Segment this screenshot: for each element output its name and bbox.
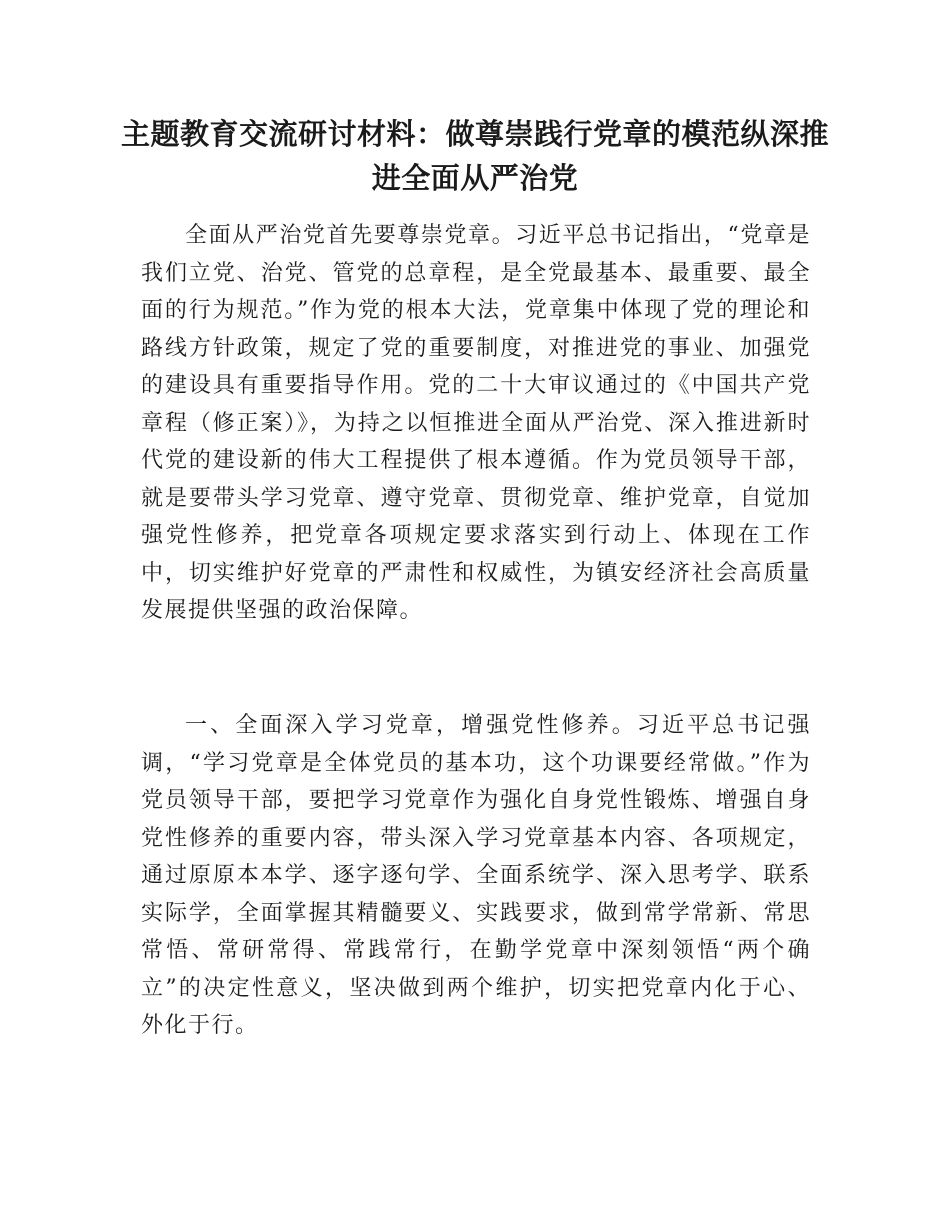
paragraph-section-one: 一、全面深入学习党章，增强党性修养。习近平总书记强调，“学习党章是全体党员的基本功，这个功课要经常做。”作为党员领导干部，要把学习党章作为强化自身党性锻炼、增强自身党性修养的重要内容，带头深入学习党章基本内容、各项规定，通过原原本本学、逐字逐句学、全面系统学、深入思考学、联系实际学，全面掌握其精髓要义、实践要求，做到常学常新、常思常悟、常研常得、常践常行，在勤学党章中深刻领悟“两个确立”的决定性意义，坚决做到两个维护，切实把党章内化于心、外化于行。 bbox=[141, 713, 811, 1038]
paragraph-intro: 全面从严治党首先要尊崇党章。习近平总书记指出，“党章是我们立党、治党、管党的总章程，是全党最基本、最重要、最全面的行为规范。”作为党的根本大法，党章集中体现了党的理论和路线方针政策，规定了党的重要制度，对推进党的事业、加强党的建设具有重要指导作用。党的二十大审议通过的《中国共产党章程（修正案）》，为持之以恒推进全面从严治党、深入推进新时代党的建设新的伟大工程提供了根本遵循。作为党员领导干部，就是要带头学习党章、遵守党章、贯彻党章、维护党章，自觉加强党性修养，把党章各项规定要求落实到行动上、体现在工作中，切实维护好党章的严肃性和权威性，为镇安经济社会高质量发展提供坚强的政治保障。 bbox=[141, 223, 811, 623]
document-title: 主题教育交流研讨材料：做尊崇践行党章的模范纵深推进全面从严治党 bbox=[120, 117, 829, 195]
